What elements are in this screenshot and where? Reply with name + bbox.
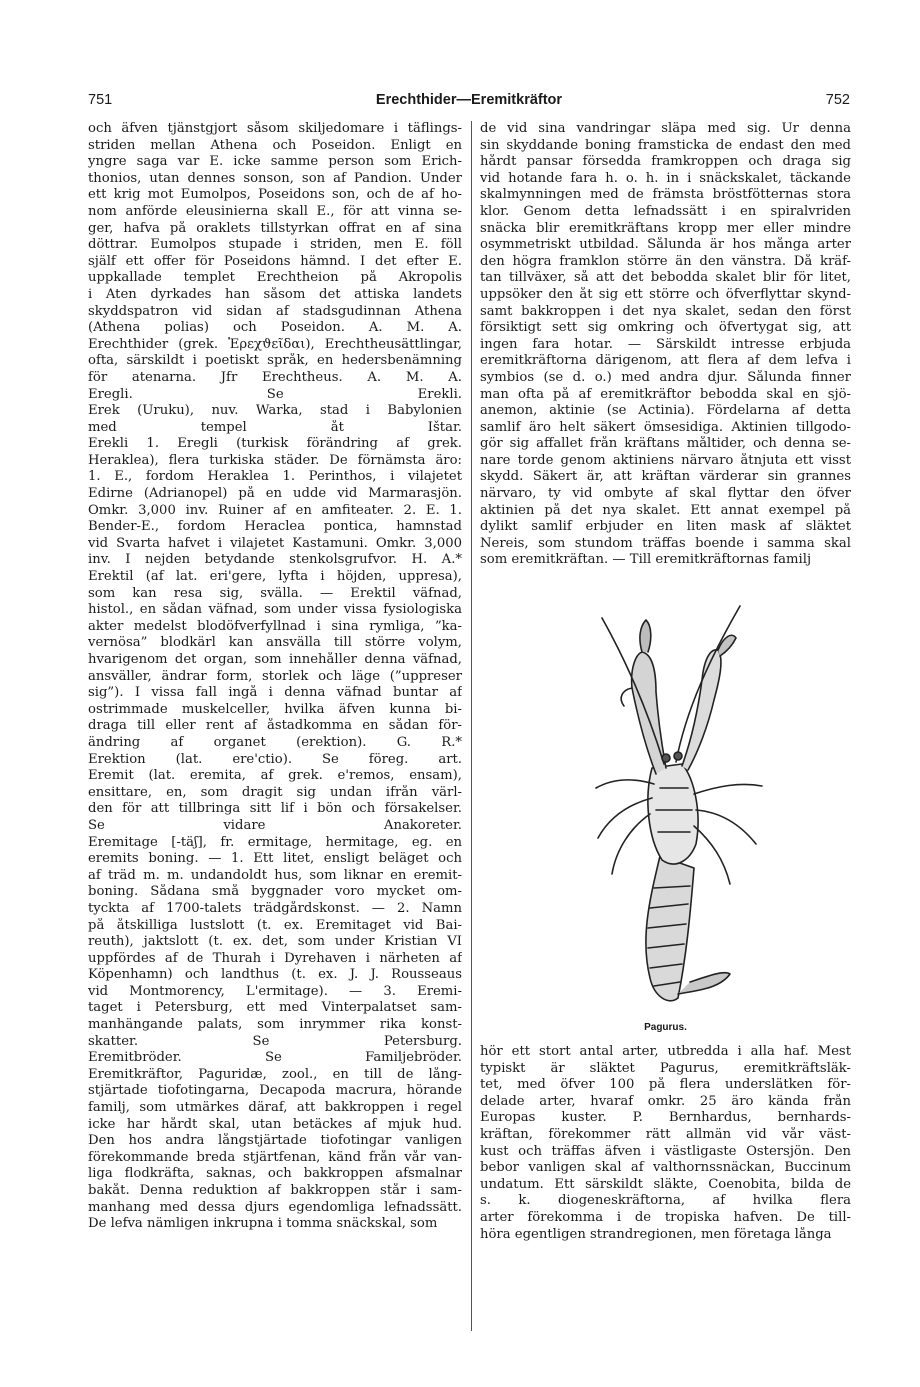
right-column-bottom (480, 1044, 851, 1243)
text-line: den för att tillbringa sitt lif i bön och försakelser. (88, 801, 462, 817)
text-line: icke har hårdt skal, utan betäckes af mjuk hud. (88, 1116, 462, 1132)
text-line: eremitkräftorna därigenom, att flera af dem lefva i (480, 353, 851, 369)
right-column-top (480, 121, 851, 569)
text-line: nom anförde eleusinierna skall E., för att vinna se- (88, 203, 462, 219)
text-line: liga flodkräfta, saknas, och bakkroppen afsmalnar (88, 1166, 462, 1182)
text-line: tet, med öfver 100 på flera underslätken för- (480, 1077, 851, 1093)
text-line: hör ett stort antal arter, utbredda i alla haf. Mest (480, 1044, 851, 1059)
text-line: Nereis, som stundom träffas boende i samma skal (480, 535, 851, 551)
text-line: bebor vanligen skal af valthornssnäckan, Buccinum (480, 1160, 851, 1176)
text-line: skalmynningen med de främsta bröstfötternas stora (480, 187, 851, 203)
text-line: ger, hafva på oraklets tillstyrkan offrat en af sina (88, 220, 462, 236)
text-line: gör sig affallet från kräftans måltider, och denna se- (480, 436, 851, 452)
text-line: Erechthider (grek. Ἐρεχϑεῖδαι), Erechtheusättlingar, (88, 336, 462, 352)
text-line: (Athena polias) och Poseidon. A. M. A. (88, 320, 462, 336)
text-line: nare torde genom aktiniens närvaro åtnjuta ett visst (480, 452, 851, 468)
text-line: inv. I nejden betydande stenkolsgrufvor. H. A.* (88, 552, 462, 568)
text-line: vernösa” blodkärl kan ansvälla till större volym, (88, 635, 462, 651)
text-line: Edirne (Adrianopel) på en udde vid Marmarasjön. (88, 486, 462, 502)
text-line: yngre saga var E. icke samme person som Erich- (88, 154, 462, 170)
text-line: arter förekomma i de tropiska hafven. De till- (480, 1209, 851, 1225)
text-line: som eremitkräftan. — Till eremitkräftornas familj (480, 552, 812, 568)
text-line: vid Svarta hafvet i vilajetet Kastamuni. Omkr. 3,000 (88, 535, 462, 551)
text-line: Erektion (lat. ere'ctio). Se föreg. art. (88, 751, 462, 767)
text-line: Eremitage [-täʃ], fr. ermitage, hermitage, eg. en (88, 834, 462, 850)
text-line: Eremitbröder. Se Familjebröder. (88, 1050, 462, 1066)
text-line: uppkallade templet Erechtheion på Akropolis (88, 270, 462, 286)
text-line: osymmetriskt utbildad. Sålunda är hos många arter (480, 237, 851, 253)
left-column (88, 121, 462, 1233)
text-line: taget i Petersburg, ett med Vinterpalatset sam- (88, 1000, 462, 1016)
text-line: striden mellan Athena och Poseidon. Enligt en (88, 137, 462, 153)
text-line: manhang med dessa djurs egendomliga lefnadssätt. (88, 1199, 462, 1215)
text-line: uppfördes af de Thurah i Dyrehaven i närheten af (88, 950, 462, 966)
text-line: 1. E., fordom Heraklea 1. Perinthos, i vilajetet (88, 469, 462, 485)
running-header (88, 92, 850, 112)
text-line: familj, som utmärkes däraf, att bakkroppen i regel (88, 1100, 462, 1116)
text-line: De lefva nämligen inkrupna i tomma snäckskal, som (88, 1216, 438, 1232)
text-line: skydd. Säkert är, att kräftan värderar sin grannes (480, 469, 851, 485)
text-line: Bender-E., fordom Heraclea pontica, hamnstad (88, 519, 462, 535)
text-line: på åtskilliga lustslott (t. ex. Eremitaget vid Bai- (88, 917, 462, 933)
text-line: typiskt är släktet Pagurus, eremitkräftsläk- (480, 1060, 851, 1076)
text-line: samlif äro helt säkert ömsesidiga. Aktinien tillgodo- (480, 419, 851, 435)
text-line: närvaro, ty vid ombyte af skal flyttar den öfver (480, 486, 851, 502)
text-line: ansväller, ändrar form, storlek och läge (”uppreser (88, 668, 462, 684)
text-line: Eregli. Se Erekli. (88, 386, 462, 402)
text-line: kust och träffas äfven i västligaste Östersjön. Den (480, 1143, 851, 1159)
text-line: Erek (Uruku), nuv. Warka, stad i Babylonien (88, 403, 462, 419)
text-line: eremits boning. — 1. Ett litet, ensligt beläget och (88, 851, 462, 867)
text-line: ett krig mot Eumolpos, Poseidons son, och de af ho- (88, 187, 462, 203)
text-line: symbios (se d. o.) med andra djur. Sålunda finner (480, 369, 851, 385)
page-title: Erechthider—Eremitkräftor (375, 92, 563, 108)
text-line: anemon, aktinie (se Actinia). Fördelarna af detta (480, 403, 851, 419)
text-line: Se vidare Anakoreter. (88, 817, 462, 833)
text-line: själf ett offer för Poseidons hämnd. I det efter E. (88, 253, 462, 269)
text-line: dylikt samlif erbjuder en liten mask af släktet (480, 519, 851, 535)
text-line: sin skyddande boning framsticka de endast den med (480, 137, 851, 153)
column-divider (471, 121, 472, 1331)
text-line: skatter. Se Petersburg. (88, 1033, 462, 1049)
text-line: akter medelst blodöfverfyllnad i sina rymliga, ”ka- (88, 618, 462, 634)
text-line: samt bakkroppen i det nya skalet, sedan den först (480, 303, 851, 319)
text-line: hårdt pansar försedda framkroppen och draga sig (480, 154, 851, 170)
text-line: förekommande breda stjärtfenan, känd från vår van- (88, 1149, 462, 1165)
text-line: med tempel åt Ištar. (88, 419, 462, 435)
text-line: hvarigenom det organ, som innehåller denna väfnad, (88, 652, 462, 667)
text-line: i Aten dyrkades han såsom det attiska landets (88, 286, 462, 302)
text-line: snäcka blir eremitkräftans kropp mer eller mindre (480, 220, 851, 236)
text-line: histol., en sådan väfnad, som under vissa fysiologiska (88, 602, 462, 618)
text-line: man ofta på af eremitkräftor bebodda skal en sjö- (480, 386, 851, 402)
text-line: höra egentligen strandregionen, men företaga långa (480, 1226, 832, 1242)
text-line: Eremit (lat. eremita, af grek. e'remos, ensam), (88, 768, 462, 784)
text-line: reuth), jaktslott (t. ex. det, som under Kristian VI (88, 934, 462, 950)
text-line: draga till eller rent af åstadkomma en sådan för- (88, 718, 462, 734)
text-line: Köpenhamn) och landthus (t. ex. J. J. Rousseaus (88, 967, 462, 983)
text-line: ensittare, en, som dragit sig undan ifrån värl- (88, 784, 462, 800)
text-line: bakåt. Denna reduktion af bakkroppen står i sam- (88, 1183, 462, 1198)
text-line: som kan resa sig, svälla. — Erektil väfnad, (88, 585, 462, 601)
text-line: Omkr. 3,000 inv. Ruiner af en amfiteater. 2. E. 1. (88, 502, 462, 518)
text-line: vid Montmorency, L'ermitage). — 3. Eremi- (88, 983, 462, 999)
text-line: ingen fara hotar. — Särskildt intresse erbjuda (480, 336, 851, 352)
text-line: kräftan, förekommer rätt allmän vid vår väst- (480, 1126, 851, 1142)
text-line: Europas kuster. P. Bernhardus, bernhards- (480, 1110, 851, 1126)
text-line: de vid sina vandringar släpa med sig. Ur denna (480, 121, 851, 136)
text-line: klor. Genom detta lefnadssätt i en spiralvriden (480, 203, 851, 219)
text-line: sig”). I vissa fall ingå i denna väfnad buntar af (88, 685, 462, 701)
hermit-crab-illustration (590, 598, 770, 1020)
text-line: ofta, särskildt i poetiskt språk, en hedersbenämning (88, 353, 462, 369)
text-line: stjärtade tiofotingarna, Decapoda macrura, hörande (88, 1083, 462, 1099)
text-line: försiktigt sett sig omkring och öfvertygat sig, att (480, 320, 851, 336)
text-line: Eremitkräftor, Paguridæ, zool., en till de lång- (88, 1066, 462, 1082)
text-line: Den hos andra långstjärtade tiofotingar vanligen (88, 1133, 462, 1149)
text-line: Erektil (af lat. eri'gere, lyfta i höjden, uppresa), (88, 569, 462, 585)
text-line: skyddspatron vid sidan af stadsgudinnan Athena (88, 303, 462, 319)
text-line: s. k. diogeneskräftorna, af hvilka flera (480, 1193, 851, 1209)
text-line: manhängande palats, som inrymmer rika konst- (88, 1017, 462, 1033)
text-line: boning. Sådana små byggnader voro mycket om- (88, 884, 462, 900)
text-line: uppsöker den åt sig ett större och öfverflyttar skynd- (480, 286, 851, 302)
text-line: tan tillväxer, så att det bebodda skalet blir för litet, (480, 270, 851, 286)
figure-caption: Pagurus. (644, 1022, 687, 1033)
text-line: aktinien på det nya skalet. Ett annat exempel på (480, 502, 851, 518)
text-line: tyckta af 1700-talets trädgårdskonst. — 2. Namn (88, 900, 462, 916)
text-line: delade arter, hvaraf omkr. 25 äro kända från (480, 1093, 851, 1109)
text-line: ändring af organet (erektion). G. R.* (88, 734, 462, 750)
page-number-left: 751 (88, 92, 113, 108)
pagurus-drawing (590, 598, 770, 1020)
text-line: Heraklea), flera turkiska städer. De förnämsta äro: (88, 452, 462, 468)
text-line: ostrimmade muskelceller, hvilka äfven kunna bi- (88, 701, 462, 717)
text-line: för atenarna. Jfr Erechtheus. A. M. A. (88, 369, 462, 385)
text-line: undatum. Ett särskildt släkte, Coenobita, bilda de (480, 1176, 851, 1192)
text-line: den högra framklon större än den vänstra. Då kräf- (480, 253, 851, 269)
text-line: thonios, utan dennes sonson, son af Pandion. Under (88, 170, 462, 186)
text-line: döttrar. Eumolpos stupade i striden, men E. föll (88, 237, 462, 253)
text-line: vid hotande fara h. o. h. in i snäckskalet, täckande (480, 170, 851, 186)
text-line: och äfven tjänstgjort såsom skiljedomare i täflings- (88, 121, 462, 136)
text-line: Erekli 1. Eregli (turkisk förändring af grek. (88, 436, 462, 452)
page-number-right: 752 (825, 92, 850, 108)
text-line: af träd m. m. undandoldt hus, som liknar en eremit- (88, 867, 462, 883)
